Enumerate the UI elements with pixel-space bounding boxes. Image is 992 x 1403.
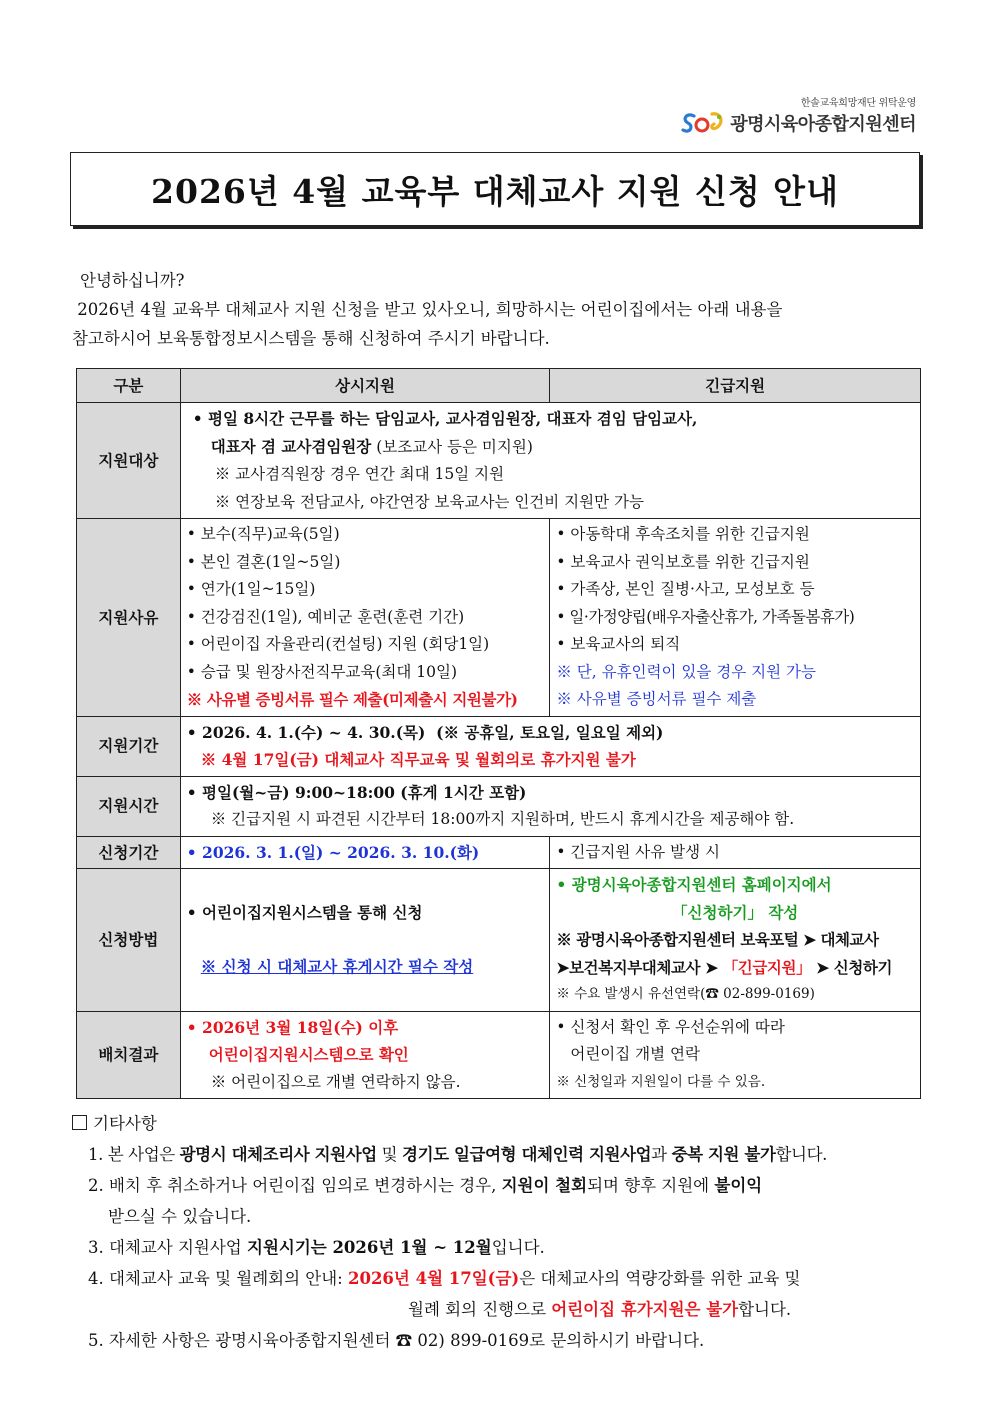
reason-urgent-note-2: ※ 사유별 증빙서류 필수 제출: [556, 690, 757, 708]
row-label-apply-period: 신청기간: [77, 836, 181, 869]
note-1-bold: 경기도 일급여형 대체인력 지원사업: [402, 1145, 652, 1164]
apply-period-urgent: • 긴급지원 사유 발생 시: [550, 836, 921, 869]
note-4-text: 은 대체교사의 역량강화를 위한 교육 및: [519, 1269, 801, 1288]
header-regular: 상시지원: [180, 369, 550, 403]
table-row-result: [77, 1011, 921, 1099]
reason-regular-item: • 어린이집 자율관리(컨설팅) 지원 (회당1일): [186, 635, 490, 653]
note-2-cont: 받으실 수 있습니다.: [108, 1207, 252, 1226]
table-row-method: [77, 869, 921, 1012]
table-row-target: [77, 403, 921, 519]
note-2-text: 되며 향후 지원에: [587, 1176, 715, 1195]
header-urgent: 긴급지원: [550, 369, 921, 403]
result-regular-line-2: 어린이집지원시스템으로 확인: [208, 1045, 409, 1064]
reason-regular-item: • 본인 결혼(1일~5일): [186, 552, 341, 571]
hours-cell: [180, 776, 920, 836]
childcare-center-logo-icon: [680, 110, 726, 136]
note-1-text: 과: [651, 1145, 672, 1164]
note-4-text: 4. 대체교사 교육 및 월례회의 안내:: [88, 1269, 348, 1288]
note-1-bold: 중복 지원 불가: [671, 1145, 776, 1164]
logo-name: 광명시육아종합지원센터: [730, 114, 916, 135]
checkbox-icon: [72, 1115, 87, 1130]
note-1-text: 1. 본 사업은: [88, 1145, 180, 1164]
table-row-period: [77, 716, 921, 776]
reason-regular-item: • 승급 및 원장사전직무교육(최대 10일): [186, 662, 458, 681]
row-label-method: 신청방법: [77, 869, 181, 1012]
note-1-bold: 광명시 대체조리사 지원사업: [179, 1145, 377, 1164]
reason-urgent-note-1: ※ 단, 유휴인력이 있을 경우 지원 가능: [556, 662, 816, 681]
table-header-row: [77, 369, 921, 403]
row-label-reason: 지원사유: [77, 519, 181, 717]
note-1-text: 및: [376, 1145, 403, 1164]
row-label-result: 배치결과: [77, 1011, 181, 1099]
apply-period-regular: • 2026. 3. 1.(일) ~ 2026. 3. 10.(화): [180, 836, 550, 869]
result-urgent-cell: [550, 1011, 921, 1099]
reason-urgent-item: • 가족상, 본인 질병·사고, 모성보호 등: [556, 580, 815, 598]
intro-line-1: 2026년 4월 교육부 대체교사 지원 신청을 받고 있사오니, 희망하시는 어린이집에서는 아래 내용을: [72, 300, 783, 319]
result-regular-cell: [180, 1011, 550, 1099]
table-row-reason: [77, 519, 921, 717]
note-4-cont-red: 어린이집 휴가지원은 불가: [551, 1300, 739, 1319]
header-category: 구분: [77, 369, 181, 403]
target-cell: [180, 403, 920, 519]
result-regular-line-1: • 2026년 3월 18일(수) 이후: [186, 1017, 399, 1037]
row-label-hours: 지원시간: [77, 776, 181, 836]
row-label-target: 지원대상: [77, 403, 181, 519]
reason-urgent-item: • 보육교사 권익보호를 위한 긴급지원: [556, 552, 810, 571]
method-regular-cell: [180, 869, 550, 1012]
table-row-hours: [77, 776, 921, 836]
intro: [72, 266, 922, 353]
method-urgent-line-3: ※ 광명시육아종합지원센터 보육포털 ➤ 대체교사: [556, 930, 879, 949]
note-4-cont-text: 월례 회의 진행으로: [408, 1300, 552, 1319]
note-2: [72, 1170, 924, 1201]
method-urgent-line-2: 「신청하기」 작성: [672, 902, 799, 922]
target-line-2-rest: (보조교사 등은 미지원): [371, 437, 533, 456]
note-2-bold: 불이익: [714, 1176, 763, 1195]
method-urgent-line-1: • 광명시육아종합지원센터 홈페이지에서: [556, 875, 832, 894]
note-3-text: 입니다.: [491, 1238, 545, 1257]
reason-urgent-cell: [550, 519, 921, 717]
method-urgent-line-4c: ➤ 신청하기: [811, 957, 893, 977]
reason-urgent-item: • 일·가정양립(배우자출산휴가, 가족돌봄휴가): [556, 607, 855, 626]
note-4-cont: [72, 1294, 924, 1325]
reason-regular-item: • 보수(직무)교육(5일): [186, 525, 340, 543]
reason-regular-item: • 건강검진(1일), 예비군 훈련(훈련 기간): [186, 607, 465, 626]
target-note-1: ※ 교사겸직원장 경우 연간 최대 15일 지원: [214, 465, 505, 483]
note-4-cont-text: 합니다.: [738, 1300, 792, 1319]
greeting: 안녕하십니까?: [80, 271, 185, 290]
note-3: [72, 1232, 924, 1263]
result-urgent-line-3: ※ 신청일과 지원일이 다를 수 있음.: [556, 1073, 766, 1090]
target-note-2: ※ 연장보육 전담교사, 야간연장 보육교사는 인건비 지원만 가능: [214, 492, 644, 511]
note-2-bold: 지원이 철회: [501, 1176, 588, 1195]
method-regular-line-1: • 어린이집지원시스템을 통해 신청: [186, 903, 423, 923]
reason-regular-cell: [180, 519, 550, 717]
org-logo: [680, 94, 916, 136]
support-info-table: [76, 368, 921, 1099]
method-urgent-line-4b: 「긴급지원」: [722, 957, 812, 977]
method-urgent-cell: [550, 869, 921, 1012]
target-line-2-bold: 대표자 겸 교사겸임원장: [210, 436, 372, 456]
hours-line-1: • 평일(월~금) 9:00~18:00 (휴게 1시간 포함): [186, 782, 527, 802]
period-cell: [180, 716, 920, 776]
reason-urgent-item: • 보육교사의 퇴직: [556, 635, 681, 653]
reason-regular-note: ※ 사유별 증빙서류 필수 제출(미제출시 지원불가): [186, 690, 518, 709]
reason-regular-item: • 연가(1일~15일): [186, 580, 316, 598]
note-4-date: 2026년 4월 17일(금): [347, 1269, 520, 1288]
note-1-text: 합니다.: [775, 1145, 827, 1164]
reason-urgent-item: • 아동학대 후속조치를 위한 긴급지원: [556, 525, 810, 543]
method-urgent-line-4a: ➤보건복지부대체교사 ➤: [556, 957, 723, 977]
intro-line-2: 참고하시어 보육통합정보시스템을 통해 신청하여 주시기 바랍니다.: [72, 329, 550, 348]
period-line-1: • 2026. 4. 1.(수) ~ 4. 30.(목) (※ 공휴일, 토요일, 일요일 제외): [186, 722, 664, 742]
method-regular-line-2: ※ 신청 시 대체교사 휴게시간 필수 작성: [200, 956, 474, 976]
method-urgent-line-5: ※ 수요 발생시 유선연락(☎ 02-899-0169): [556, 986, 815, 1002]
target-line-1: • 평일 8시간 근무를 하는 담임교사, 교사겸임원장, 대표자 겸임 담임교사,: [192, 409, 698, 428]
note-3-text: 3. 대체교사 지원사업: [88, 1238, 247, 1257]
note-5: 5. 자세한 사항은 광명시육아종합지원센터 ☎ 02) 899-0169로 문의하시기 바랍니다.: [88, 1331, 705, 1350]
result-urgent-line-1: • 신청서 확인 후 우선순위에 따라: [556, 1017, 785, 1036]
note-4: [72, 1263, 924, 1294]
logo-subtitle: 한솔교육희망재단 위탁운영: [800, 98, 916, 109]
page-title: 2026년 4월 교육부 대체교사 지원 신청 안내: [151, 171, 839, 211]
note-1: [72, 1139, 924, 1170]
note-3-bold: 지원시기는 2026년 1월 ~ 12월: [247, 1238, 492, 1257]
hours-line-2: ※ 긴급지원 시 파견된 시간부터 18:00까지 지원하며, 반드시 휴게시간을 제공해야 함.: [210, 810, 795, 828]
result-regular-line-3: ※ 어린이집으로 개별 연락하지 않음.: [210, 1072, 461, 1091]
table-row-apply-period: [77, 836, 921, 869]
period-line-2: ※ 4월 17일(금) 대체교사 직무교육 및 월회의로 휴가지원 불가: [200, 750, 636, 769]
result-urgent-line-2: 어린이집 개별 연락: [570, 1045, 700, 1063]
notes-heading: 기타사항: [93, 1114, 157, 1133]
row-label-period: 지원기간: [77, 716, 181, 776]
note-2-text: 2. 배치 후 취소하거나 어린이집 임의로 변경하시는 경우,: [88, 1176, 502, 1195]
title-box: [70, 152, 920, 226]
other-notes: [72, 1108, 924, 1356]
